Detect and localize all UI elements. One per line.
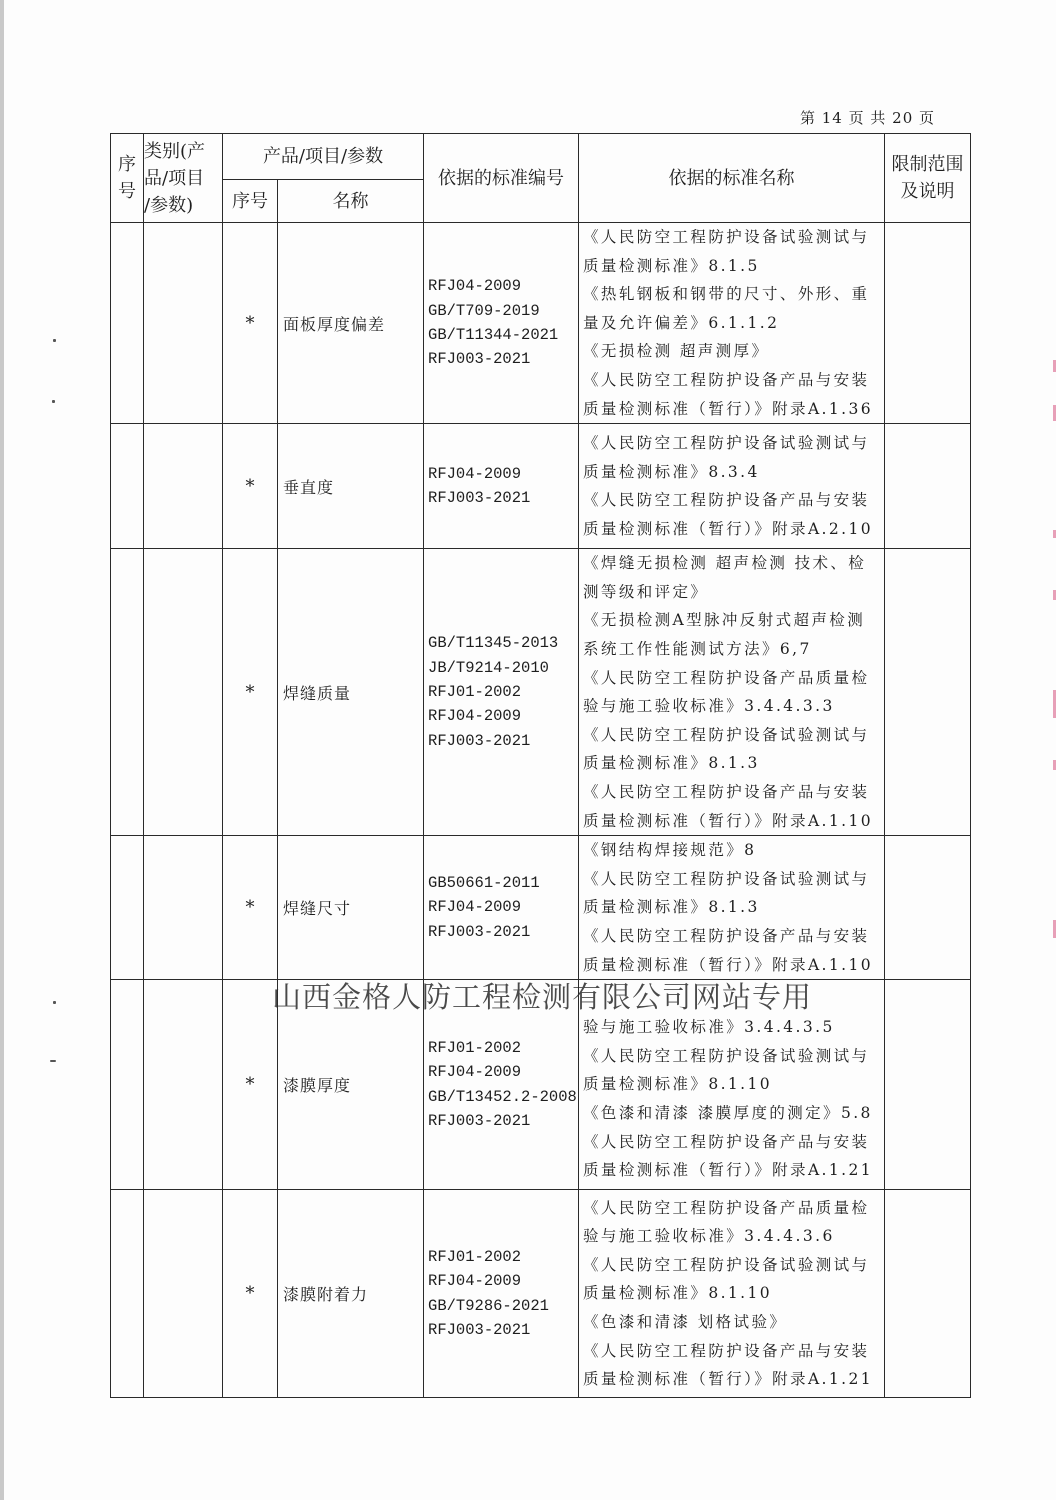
scan-speck — [52, 400, 55, 403]
row-item-name: 焊缝质量 — [278, 549, 424, 836]
header-item-name: 名称 — [278, 180, 424, 223]
row-item-name: 焊缝尺寸 — [278, 836, 424, 980]
row-limit — [885, 223, 971, 424]
row-item-seq: * — [223, 424, 278, 549]
watermark-text: 山西金格人防工程检测有限公司网站专用 — [272, 980, 813, 1014]
row-seq — [111, 223, 144, 424]
row-std-names: 《人民防空工程防护设备产品质量检 验与施工验收标准》3.4.4.3.6 《人民防空工程防护设备试验测试与 质量检测标准》8.1.10 《色漆和清漆 划格试验》 《人民防空工程防护设备产品与安装 质量检测标准（暂行）》附录A.1.21 — [579, 1190, 885, 1398]
row-item-name: 漆膜厚度 — [278, 980, 424, 1190]
scan-edge — [0, 0, 4, 1500]
header-limit: 限制范围 及说明 — [885, 134, 971, 223]
row-limit — [885, 980, 971, 1190]
row-std-codes: RFJ04-2009 GB/T709-2019 GB/T11344-2021 RFJ003-2021 — [424, 223, 579, 424]
page-indicator: 第 14 页 共 20 页 — [800, 109, 936, 127]
scan-speck — [53, 339, 56, 342]
header-std-name: 依据的标准名称 — [579, 134, 885, 223]
header-item-seq: 序号 — [223, 180, 278, 223]
table-row — [111, 424, 971, 549]
row-std-names: 验与施工验收标准》3.4.4.3.5 《人民防空工程防护设备试验测试与 质量检测标准》8.1.10 《色漆和清漆 漆膜厚度的测定》5.8 《人民防空工程防护设备产品与安装 质量检测标准（暂行）》附录A.1.21 — [579, 980, 885, 1190]
row-item-seq: * — [223, 836, 278, 980]
table-row — [111, 1190, 971, 1398]
row-category — [144, 223, 223, 424]
row-std-names: 《焊缝无损检测 超声检测 技术、检 测等级和评定》 《无损检测A型脉冲反射式超声检测 系统工作性能测试方法》6,7 《人民防空工程防护设备产品质量检 验与施工验收标准》3.4.4.3.3 《人民防空工程防护设备试验测试与 质量检测标准》8.1.3 《人民防空工程防护设备产品与安装 质量检测标准（暂行）》附录A.1.10 — [579, 549, 885, 836]
table-row — [111, 836, 971, 980]
scan-speck — [50, 1060, 56, 1062]
row-category — [144, 980, 223, 1190]
table-row — [111, 549, 971, 836]
row-std-names: 《钢结构焊接规范》8 《人民防空工程防护设备试验测试与 质量检测标准》8.1.3 《人民防空工程防护设备产品与安装 质量检测标准（暂行）》附录A.1.10 — [579, 836, 885, 980]
row-seq — [111, 549, 144, 836]
row-std-codes: GB50661-2011 RFJ04-2009 RFJ003-2021 — [424, 836, 579, 980]
row-seq — [111, 836, 144, 980]
header-group: 产品/项目/参数 — [223, 134, 424, 180]
row-item-name: 面板厚度偏差 — [278, 223, 424, 424]
row-item-name: 垂直度 — [278, 424, 424, 549]
row-seq — [111, 1190, 144, 1398]
row-limit — [885, 836, 971, 980]
row-category — [144, 424, 223, 549]
row-category — [144, 1190, 223, 1398]
row-limit — [885, 424, 971, 549]
row-std-codes: RFJ01-2002 RFJ04-2009 GB/T9286-2021 RFJ003-2021 — [424, 1190, 579, 1398]
table-row — [111, 980, 971, 1190]
row-std-names: 《人民防空工程防护设备试验测试与 质量检测标准》8.1.5 《热轧钢板和钢带的尺寸、外形、重 量及允许偏差》6.1.1.2 《无损检测 超声测厚》 《人民防空工程防护设备产品与安装 质量检测标准（暂行）》附录A.1.36 — [579, 223, 885, 424]
row-category — [144, 836, 223, 980]
row-item-name: 漆膜附着力 — [278, 1190, 424, 1398]
standards-table — [110, 133, 971, 1398]
row-seq — [111, 980, 144, 1190]
row-std-codes: GB/T11345-2013 JB/T9214-2010 RFJ01-2002 RFJ04-2009 RFJ003-2021 — [424, 549, 579, 836]
row-std-codes: RFJ04-2009 RFJ003-2021 — [424, 424, 579, 549]
header-std-code: 依据的标准编号 — [424, 134, 579, 223]
row-limit — [885, 1190, 971, 1398]
row-category — [144, 549, 223, 836]
scan-speck — [53, 1001, 56, 1004]
row-std-names: 《人民防空工程防护设备试验测试与 质量检测标准》8.3.4 《人民防空工程防护设备产品与安装 质量检测标准（暂行）》附录A.2.10 — [579, 424, 885, 549]
header-category: 类别(产 品/项目 /参数) — [144, 134, 223, 223]
row-item-seq: * — [223, 223, 278, 424]
row-item-seq: * — [223, 980, 278, 1190]
header-seq: 序 号 — [111, 134, 144, 223]
row-std-codes: RFJ01-2002 RFJ04-2009 GB/T13452.2-2008 RFJ003-2021 — [424, 980, 579, 1190]
table-row — [111, 223, 971, 424]
row-limit — [885, 549, 971, 836]
row-item-seq: * — [223, 1190, 278, 1398]
row-item-seq: * — [223, 549, 278, 836]
row-seq — [111, 424, 144, 549]
